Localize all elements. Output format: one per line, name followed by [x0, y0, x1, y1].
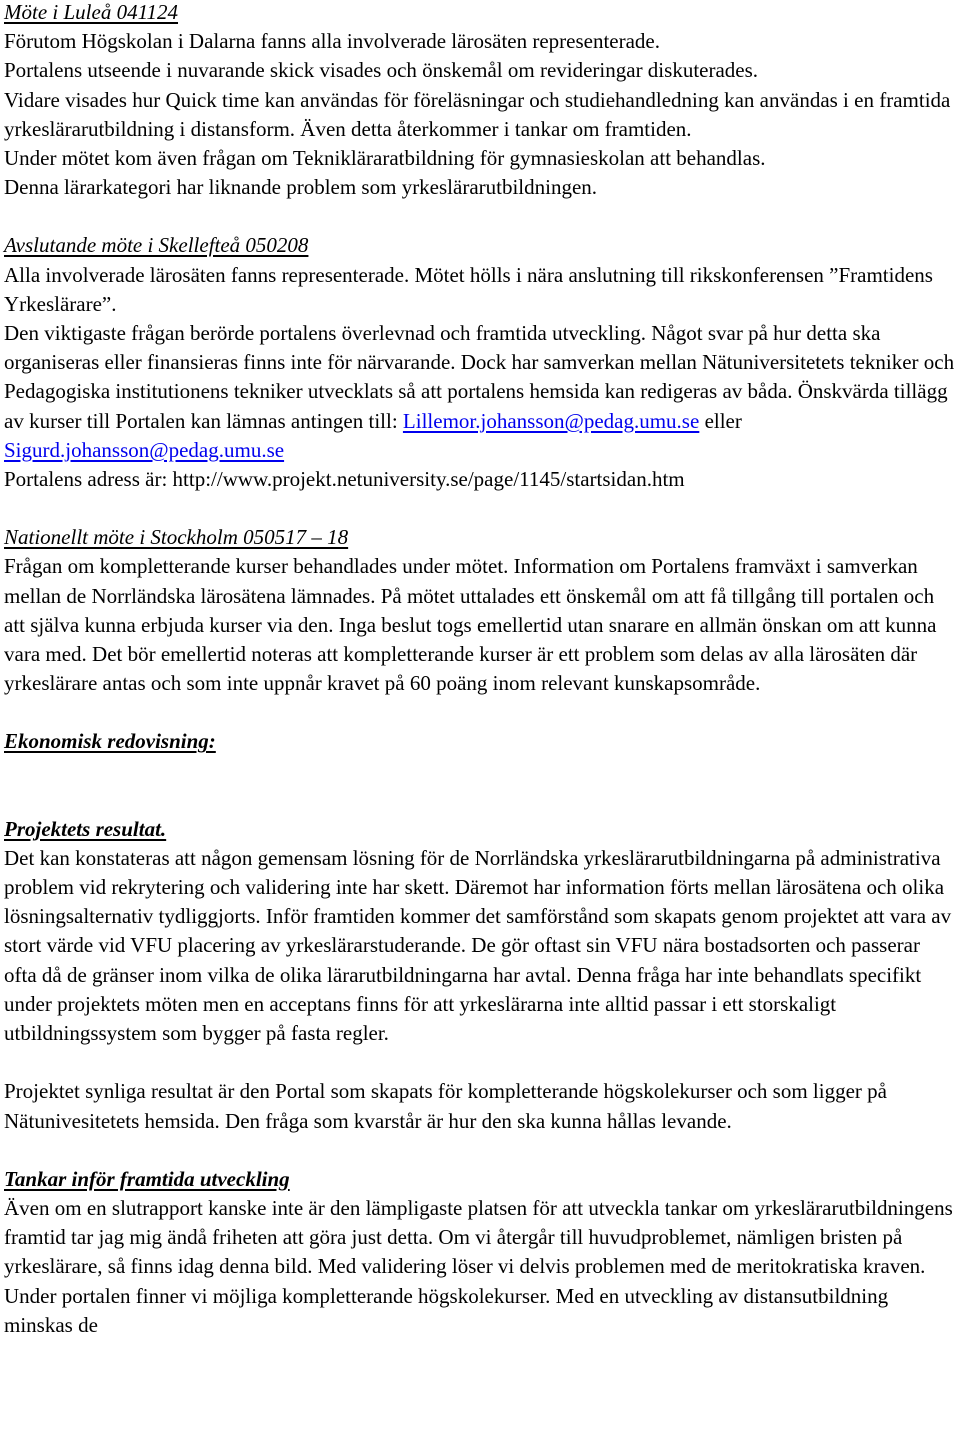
paragraph-results-2: Projektet synliga resultat är den Portal som skapats för kompletterande högskolekurser och som ligger på Nätunivesitetets hemsida. Den fråga som kvarstår är hur den ska kunna hållas levande. [4, 1079, 887, 1133]
section-economic-report [4, 727, 956, 756]
email-link-lillemor[interactable]: Lillemor.johansson@pedag.umu.se [402, 408, 700, 433]
email-link-sigurd[interactable]: Sigurd.johansson@pedag.umu.se [4, 437, 285, 462]
paragraph-skelleftea-survival [4, 319, 956, 465]
paragraph-results-1: Det kan konstateras att någon gemensam lösning för de Norrländska yrkeslärarutbildningarna på administrativa problem vid rekrytering och validering inte har skett. Däremot har information förts mellan lärosätena och olika lösningsalternativ tydliggjorts. Inför framtiden kommer det samförstånd som skapats genom projektet att vara av stort värde vid VFU placering av yrkeslärarstuderande. De gör oftast sin VFU nära bostadsorten och passerar ofta då de gränser inom vilka de olika lärarutbildningarna har avtal. Denna fråga har inte behandlats specifikt under projektets möten men en acceptans finns för att yrkeslärarna inte alltid passar i ett storskaligt utbildningssystem som bygger på fasta regler. [4, 845, 952, 1046]
paragraph-lulea-category: Denna lärarkategori har liknande problem som yrkeslärarutbildningen. [4, 175, 598, 200]
paragraph-portal-address: Portalens adress är: http://www.projekt.netuniversity.se/page/1145/startsidan.htm [4, 467, 685, 492]
email-separator: eller [699, 408, 742, 433]
paragraph-future: Även om en slutrapport kanske inte är den lämpligaste platsen för att utveckla tankar om yrkeslärarutbildningens framtid tar jag mig ändå friheten att göra just detta. Om vi återgår till huvudproblemet, nämligen bristen på yrkeslärare, så finns idag denna bild. Med validering löser vi delvis problemen med de meritokratiska kraven. Under portalen finner vi möjliga kompletterande högskolekurser. Med en utveckling av distansutbildning minskas de [4, 1195, 953, 1337]
heading-economic-report: Ekonomisk redovisning: [4, 729, 216, 754]
heading-project-results: Projektets resultat. [4, 816, 167, 841]
document-page [4, 0, 956, 1340]
paragraph-lulea-quicktime: Vidare visades hur Quick time kan användas för föreläsningar och studiehandledning kan användas i en framtida yrkeslärarutbildning i distansform. Även detta återkommer i tankar om framtiden. [4, 87, 951, 141]
section-project-results [4, 815, 956, 1136]
paragraph-skelleftea-survival-text: Den viktigaste frågan berörde portalens överlevnad och framtida utveckling. Något svar på hur detta ska organiseras eller finansieras finns inte för närvarande. Dock har samverkan mellan Nätuniversitetets tekniker och Pedagogiska institutionens tekniker utvecklats så att portalens hemsida kan redigeras av båda. Önskvärda tillägg av kurser till Portalen kan lämnas antingen till: [4, 321, 955, 433]
paragraph-lulea-portal: Portalens utseende i nuvarande skick visades och önskemål om revideringar diskuterades. [4, 58, 759, 83]
paragraph-lulea-teknik: Under mötet kom även frågan om Teknikläraratbildning för gymnasieskolan att behandlas. [4, 146, 766, 171]
section-meeting-lulea [4, 0, 956, 202]
paragraph-skelleftea-attendance: Alla involverade lärosäten fanns representerade. Mötet hölls i nära anslutning till rikskonferensen ”Framtidens Yrkeslärare”. [4, 262, 933, 316]
section-future-development [4, 1165, 956, 1340]
paragraph-lulea-attendance: Förutom Högskolan i Dalarna fanns alla involverade lärosäten representerade. [4, 29, 661, 54]
heading-meeting-skelleftea: Avslutande möte i Skellefteå 050208 [4, 233, 309, 258]
section-meeting-stockholm [4, 523, 956, 698]
section-meeting-skelleftea [4, 231, 956, 494]
heading-meeting-lulea: Möte i Luleå 041124 [4, 0, 179, 24]
heading-future-development: Tankar inför framtida utveckling [4, 1166, 290, 1191]
heading-meeting-stockholm: Nationellt möte i Stockholm 050517 – 18 [4, 525, 349, 550]
paragraph-stockholm: Frågan om kompletterande kurser behandlades under mötet. Information om Portalens framväxt i samverkan mellan de Norrländska lärosätena lämnades. På mötet uttalades ett önskemål om att få tillgång till portalen och att själva kunna erbjuda kurser via den. Inga beslut togs emellertid utan snarare en allmän önskan om att kunna vara med. Det bör emellertid noteras att kompletterande kurser är ett problem som delas av alla lärosäten där yrkeslärare antas och som inte uppnår kravet på 60 poäng inom relevant kunskapsområde. [4, 554, 937, 696]
